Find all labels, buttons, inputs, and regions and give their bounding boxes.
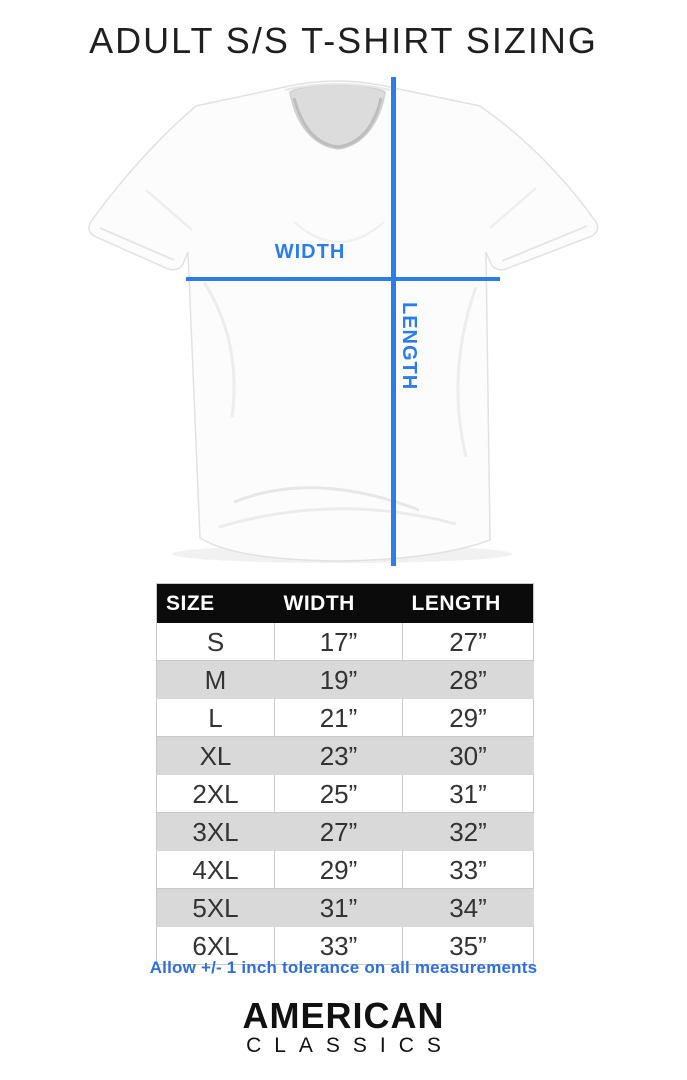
table-cell: 23”	[275, 737, 403, 775]
table-cell: 35”	[403, 927, 534, 965]
table-cell: S	[157, 623, 275, 661]
table-cell: 27”	[403, 623, 534, 661]
table-cell: 5XL	[157, 889, 275, 927]
table-cell: 17”	[275, 623, 403, 661]
table-cell: 2XL	[157, 775, 275, 813]
tshirt-illustration	[84, 72, 604, 572]
table-cell: 6XL	[157, 927, 275, 965]
table-cell: 28”	[403, 661, 534, 699]
column-header-width: WIDTH	[275, 584, 403, 624]
length-label: LENGTH	[398, 302, 420, 391]
table-row	[157, 661, 534, 699]
length-measure-line	[391, 77, 396, 566]
tolerance-note: Allow +/- 1 inch tolerance on all measurements	[149, 958, 538, 977]
table-cell: 33”	[275, 927, 403, 965]
table-cell: 29”	[403, 699, 534, 737]
page-title: ADULT S/S T-SHIRT SIZING	[89, 20, 598, 61]
table-cell: 3XL	[157, 813, 275, 851]
table-row	[157, 889, 534, 927]
table-cell: 31”	[275, 889, 403, 927]
table-row	[157, 851, 534, 889]
table-cell: 29”	[275, 851, 403, 889]
size-table-header	[157, 584, 534, 624]
table-row	[157, 699, 534, 737]
table-cell: 34”	[403, 889, 534, 927]
table-row	[157, 737, 534, 775]
table-cell: 19”	[275, 661, 403, 699]
table-cell: M	[157, 661, 275, 699]
brand-logo	[0, 995, 687, 1057]
column-header-length: LENGTH	[403, 584, 534, 624]
table-cell: 25”	[275, 775, 403, 813]
table-cell: 21”	[275, 699, 403, 737]
brand-name-american: AMERICAN	[242, 995, 445, 1036]
table-cell: 33”	[403, 851, 534, 889]
brand-name-classics: CLASSICS	[246, 1034, 454, 1057]
size-table-body	[157, 623, 534, 965]
table-cell: XL	[157, 737, 275, 775]
width-label: WIDTH	[274, 241, 346, 263]
table-cell: 32”	[403, 813, 534, 851]
table-row	[157, 623, 534, 661]
table-cell: 27”	[275, 813, 403, 851]
tshirt-image	[84, 72, 604, 572]
size-table	[156, 583, 534, 965]
table-row	[157, 813, 534, 851]
table-cell: 4XL	[157, 851, 275, 889]
table-row	[157, 775, 534, 813]
column-header-size: SIZE	[157, 584, 275, 624]
table-cell: 31”	[403, 775, 534, 813]
width-measure-line	[186, 277, 500, 281]
table-cell: L	[157, 699, 275, 737]
table-cell: 30”	[403, 737, 534, 775]
